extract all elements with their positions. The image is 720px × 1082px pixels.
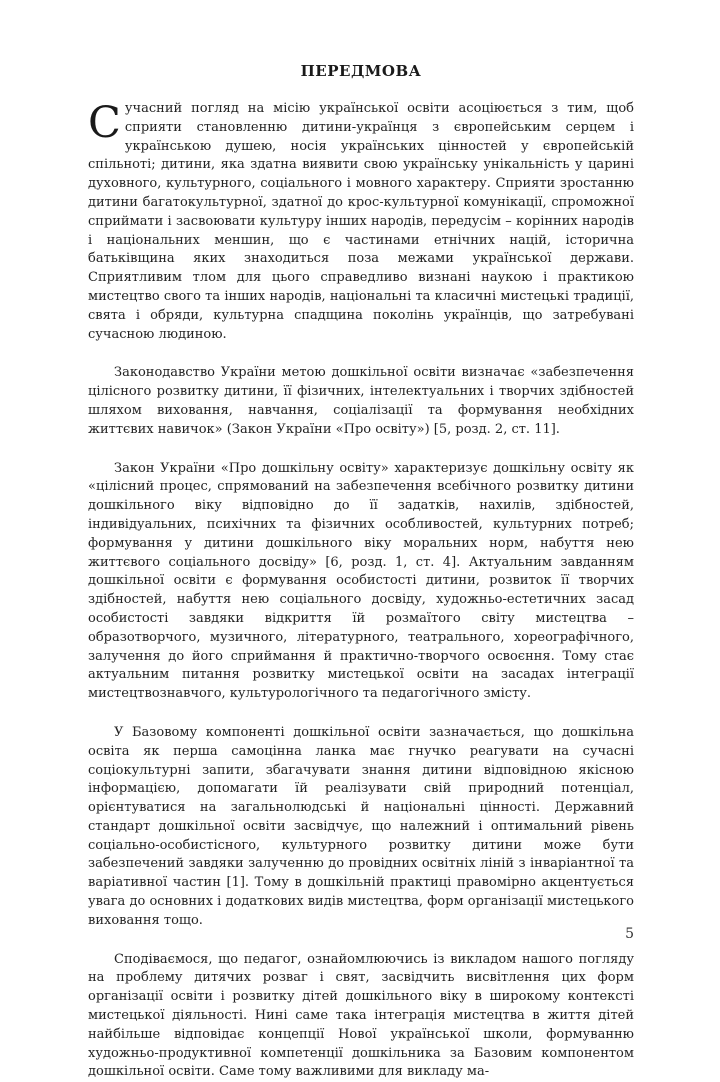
paragraph-1 [88,100,634,344]
paragraph-2: Законодавство України метою дошкільної освіти визначає «забезпечення цілісного розвитку дитини, її фізичних, інтелектуальних і творчих здібностей шляхом виховання, навчання, соціалізації та формування необхідних життєвих навичок» (Закон України «Про освіту») [5, розд. 2, ст. 11]. [88,365,634,437]
paragraph-4: У Базовому компоненті дошкільної освіти зазначається, що дошкільна освіта як перша самоцінна ланка має гнучко реагувати на сучасні соціокультурні запити, збагачувати знання дитини відповідною якісною інформацією, допомагати їй реалізувати свій природний потенціал, орієнтуватися на загальнолюдські й національні цінності. Державний стандарт дошкільної освіти засвідчує, що належний і оптимальний рівень соціально-особистісного, культурного розвитку дитини може бути забезпечений завдяки залученню до провідних освітніх ліній з інваріантної та варіативної частин [1]. Тому в дошкільній практиці правомірно акцентується увага до основних і додаткових видів мистецтва, форм організації мистецького виховання тощо. [88,724,634,928]
paragraph-5: Сподіваємося, що педагог, ознайомлюючись із викладом нашого погляду на проблему дитячих розваг і свят, засвідчить висвітлення цих форм організації освіти і розвитку дітей дошкільного віку в широкому контексті мистецької діяльності. Нині саме така інтеграція мистецтва в життя дітей найбільше відповідає концепції Нової української школи, формуванню художньо-продуктивної компетенції дошкільника за Базовим компонентом дошкільної освіти. Саме тому важливими для викладу ма- [88,951,634,1080]
page-number: 5 [625,926,634,942]
page-title: ПЕРЕДМОВА [300,62,422,80]
paragraph-3: Закон України «Про дошкільну освіту» характеризує дошкільну освіту як «цілісний процес, спрямований на забезпечення всебічного розвитку дитини дошкільного віку відповідно до її задатків, нахилів, здібностей, індивідуальних, психічних та фізичних особливостей, культурних потреб; формування у дитини дошкільного віку моральних норм, набуття нею життєвого соціального досвіду» [6, розд. 1, ст. 4]. Актуальним завданням дошкільної освіти є формування особистості дитини, розвиток її творчих здібностей, набуття нею соціального досвіду, художньо-естетичних засад особистості завдяки відкриття їй розмаїтого світу мистецтва – образотворчого, музичного, літературного, театрального, хореографічного, залучення до його сприймання й практично-творчого освоєння. Тому стає актуальним питання розвитку мистецької освіти на засадах інтеграції мистецтвознавчого, культурологічного та педагогічного змісту. [88,460,634,702]
paragraph-1-text: учасний погляд на місію української освіти асоціюється з тим, щоб сприяти становленню дитини-українця з європейським серцем і українською душею, носія українських цінностей у європейській спільноті; дитини, яка здатна виявити свою українську унікальність у царині духовного, культурного, соціального і мовного характеру. Сприяти зростанню дитини багатокультурної, здатної до крос-культурної комунікації, спроможної сприймати і засвоювати культуру інших народів, передусім – корінних народів і національних меншин, що є частинами етнічних націй, історична батьківщина яких знаходиться поза межами української держави. Сприятливим тлом для цього справедливо визнані наукою і практикою мистецтво свого та інших народів, національні та класичні мистецькі традиції, свята і обряди, культурна спадщина поколінь українців, що затребувані сучасною людиною. [88,101,634,342]
drop-cap: С [88,98,121,148]
